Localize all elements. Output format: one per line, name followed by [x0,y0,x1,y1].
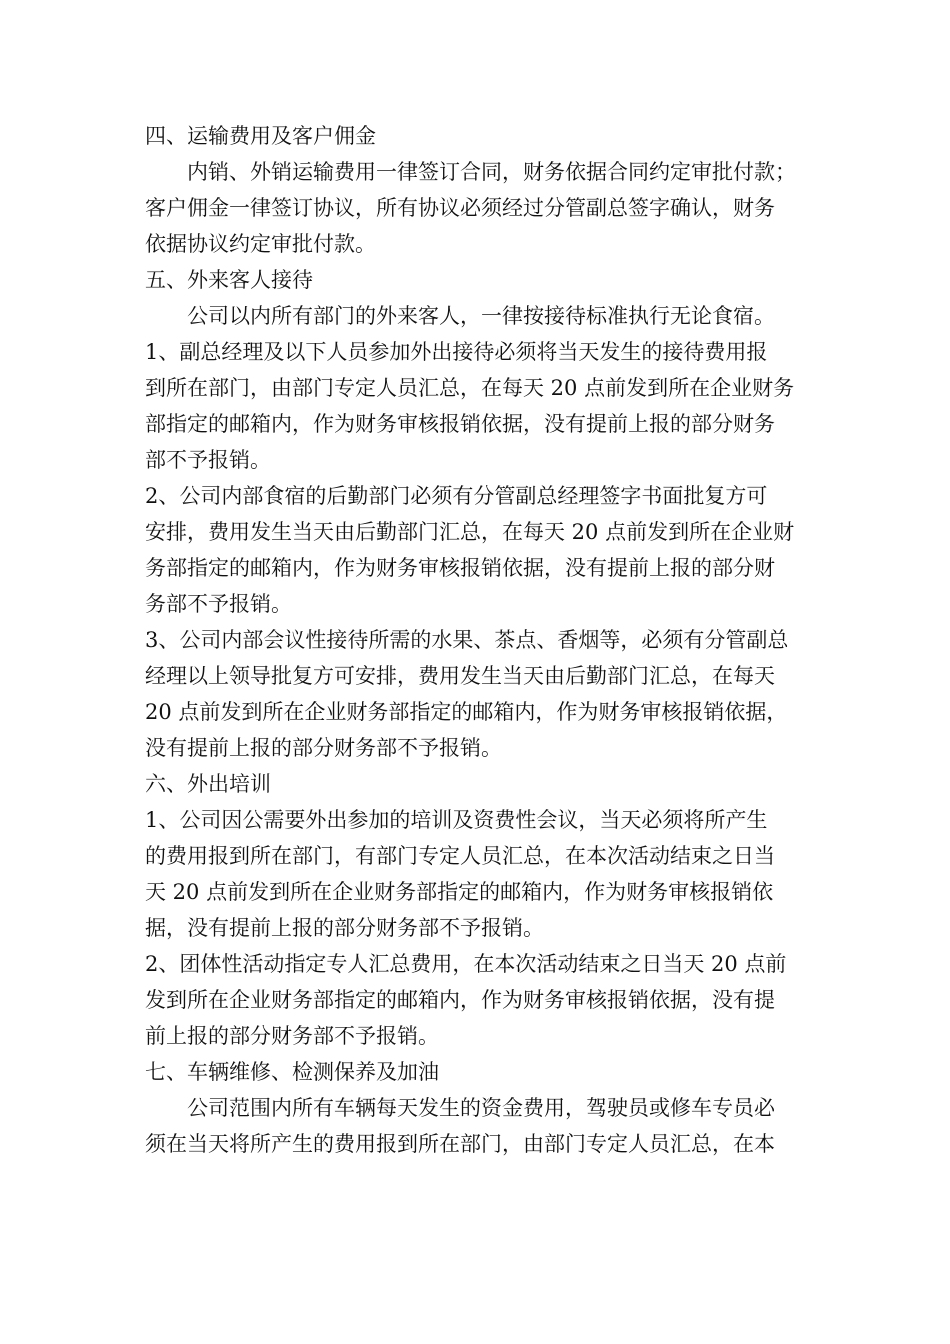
paragraph-line: 据，没有提前上报的部分财务部不予报销。 [145,916,544,940]
paragraph-line: 公司以内所有部门的外来客人，一律按接待标准执行无论食宿。 [187,304,775,328]
paragraph-line: 2、公司内部食宿的后勤部门必须有分管副总经理签字书面批复方可 [145,484,768,508]
paragraph-line: 前上报的部分财务部不予报销。 [145,1024,439,1048]
paragraph-line: 务部不予报销。 [145,592,292,616]
section-heading-transport: 四、运输费用及客户佣金 [145,124,376,148]
document-body [145,118,810,1162]
paragraph-line: 3、公司内部会议性接待所需的水果、茶点、香烟等，必须有分管副总 [145,628,789,652]
paragraph-line: 天 20 点前发到所在企业财务部指定的邮箱内，作为财务审核报销依 [145,880,774,904]
paragraph-line: 依据协议约定审批付款。 [145,232,376,256]
paragraph-line: 经理以上领导批复方可安排，费用发生当天由后勤部门汇总，在每天 [145,664,775,688]
paragraph-line: 部不予报销。 [145,448,271,472]
paragraph-line: 1、副总经理及以下人员参加外出接待必须将当天发生的接待费用报 [145,340,768,364]
paragraph-line: 没有提前上报的部分财务部不予报销。 [145,736,502,760]
section-heading-reception: 五、外来客人接待 [145,268,313,292]
paragraph-line: 务部指定的邮箱内，作为财务审核报销依据，没有提前上报的部分财 [145,556,775,580]
section-heading-vehicles: 七、车辆维修、检测保养及加油 [145,1060,439,1084]
paragraph-line: 2、团体性活动指定专人汇总费用，在本次活动结束之日当天 20 点前 [145,952,787,976]
paragraph-line: 发到所在企业财务部指定的邮箱内，作为财务审核报销依据，没有提 [145,988,775,1012]
section-heading-training: 六、外出培训 [145,772,271,796]
paragraph-line: 公司范围内所有车辆每天发生的资金费用，驾驶员或修车专员必 [187,1096,775,1120]
paragraph-line: 20 点前发到所在企业财务部指定的邮箱内，作为财务审核报销依据， [145,700,788,724]
paragraph-line: 1、公司因公需要外出参加的培训及资费性会议，当天必须将所产生 [145,808,768,832]
paragraph-line: 安排，费用发生当天由后勤部门汇总，在每天 20 点前发到所在企业财 [145,520,795,544]
paragraph-line: 部指定的邮箱内，作为财务审核报销依据，没有提前上报的部分财务 [145,412,775,436]
paragraph-line: 客户佣金一律签订协议，所有协议必须经过分管副总签字确认，财务 [145,196,775,220]
paragraph-line: 内销、外销运输费用一律签订合同，财务依据合同约定审批付款； [187,160,796,184]
paragraph-line: 到所在部门，由部门专定人员汇总，在每天 20 点前发到所在企业财务 [145,376,795,400]
paragraph-line: 的费用报到所在部门，有部门专定人员汇总，在本次活动结束之日当 [145,844,775,868]
paragraph-line: 须在当天将所产生的费用报到所在部门，由部门专定人员汇总，在本 [145,1132,775,1156]
